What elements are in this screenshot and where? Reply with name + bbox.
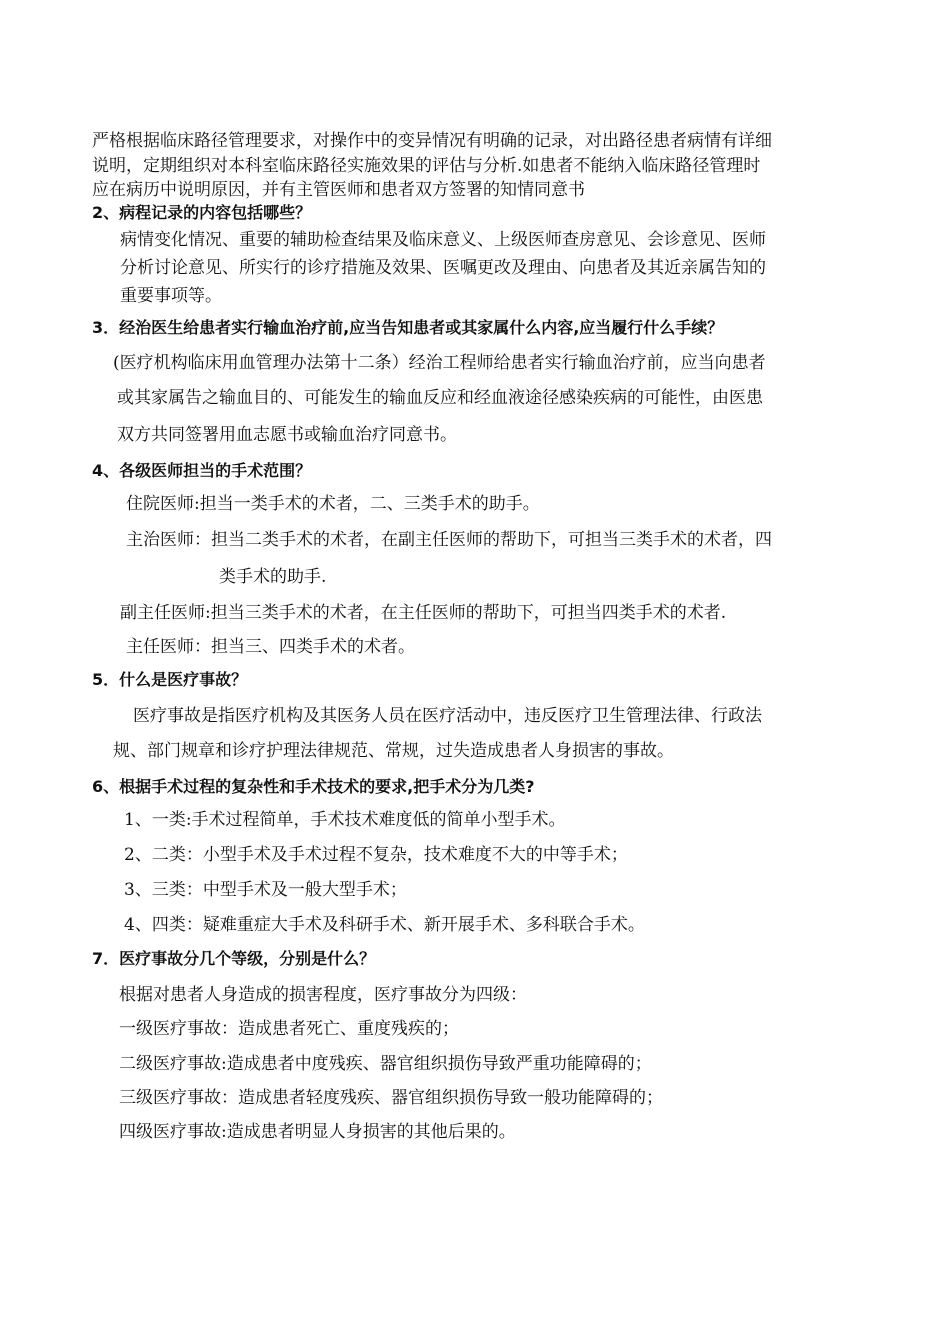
paragraph-line: 应在病历中说明原因，并有主管医师和患者双方签署的知情同意书 [92,180,585,200]
answer-line: (医疗机构临床用血管理办法第十二条）经治工程师给患者实行输血治疗前，应当向患者 [113,353,766,373]
answer-line: 重要事项等。 [120,286,222,306]
answer-line: 一级医疗事故：造成患者死亡、重度残疾的； [119,1019,459,1039]
question-heading: 5．什么是医疗事故？ [92,670,248,689]
answer-line: 3、三类：中型手术及一般大型手术； [124,880,407,900]
answer-line: 副主任医师:担当三类手术的术者，在主任医师的帮助下，可担当四类手术的术者. [120,603,727,623]
question-heading: 4、各级医师担当的手术范围？ [92,461,312,480]
answer-line: 二级医疗事故:造成患者中度残疾、器官组织损伤导致严重功能障碍的； [119,1054,652,1074]
answer-line: 双方共同签署用血志愿书或输血治疗同意书。 [117,425,457,445]
answer-line: 主治医师：担当二类手术的术者，在副主任医师的帮助下，可担当三类手术的术者，四 [126,530,772,550]
question-heading: 7．医疗事故分几个等级，分别是什么？ [92,949,376,968]
answer-line: 医疗事故是指医疗机构及其医务人员在医疗活动中，违反医疗卫生管理法律、行政法 [133,706,762,726]
answer-line: 1、一类:手术过程简单，手术技术难度低的简单小型手术。 [124,810,566,830]
answer-line: 类手术的助手. [219,567,327,587]
answer-line: 2、二类：小型手术及手术过程不复杂，技术难度不大的中等手术； [124,845,628,865]
answer-line: 住院医师:担当一类手术的术者，二、三类手术的助手。 [126,494,540,514]
answer-line: 四级医疗事故:造成患者明显人身损害的其他后果的。 [119,1122,516,1142]
answer-line: 根据对患者人身造成的损害程度，医疗事故分为四级： [119,985,527,1005]
paragraph-line: 严格根据临床路径管理要求，对操作中的变异情况有明确的记录，对出路径患者病情有详细 [92,131,772,151]
answer-line: 三级医疗事故：造成患者轻度残疾、器官组织损伤导致一般功能障碍的； [119,1088,663,1108]
paragraph-line: 说明，定期组织对本科室临床路径实施效果的评估与分析.如患者不能纳入临床路径管理时 [92,156,761,176]
answer-line: 或其家属告之输血目的、可能发生的输血反应和经血液途径感染疾病的可能性，由医患 [117,388,763,408]
answer-line: 4、四类：疑难重症大手术及科研手术、新开展手术、多科联合手术。 [124,915,645,935]
answer-line: 病情变化情况、重要的辅助检查结果及临床意义、上级医师查房意见、会诊意见、医师 [120,230,766,250]
answer-line: 分析讨论意见、所实行的诊疗措施及效果、医嘱更改及理由、向患者及其近亲属告知的 [120,258,766,278]
question-heading: 6、根据手术过程的复杂性和手术技术的要求,把手术分为几类? [92,777,535,796]
answer-line: 规、部门规章和诊疗护理法律规范、常规，过失造成患者人身损害的事故。 [113,741,674,761]
answer-line: 主任医师：担当三、四类手术的术者。 [126,637,415,657]
question-heading: 2、病程记录的内容包括哪些？ [92,203,312,222]
question-heading: 3．经治医生给患者实行输血治疗前,应当告知患者或其家属什么内容,应当履行什么手续？ [92,318,724,337]
